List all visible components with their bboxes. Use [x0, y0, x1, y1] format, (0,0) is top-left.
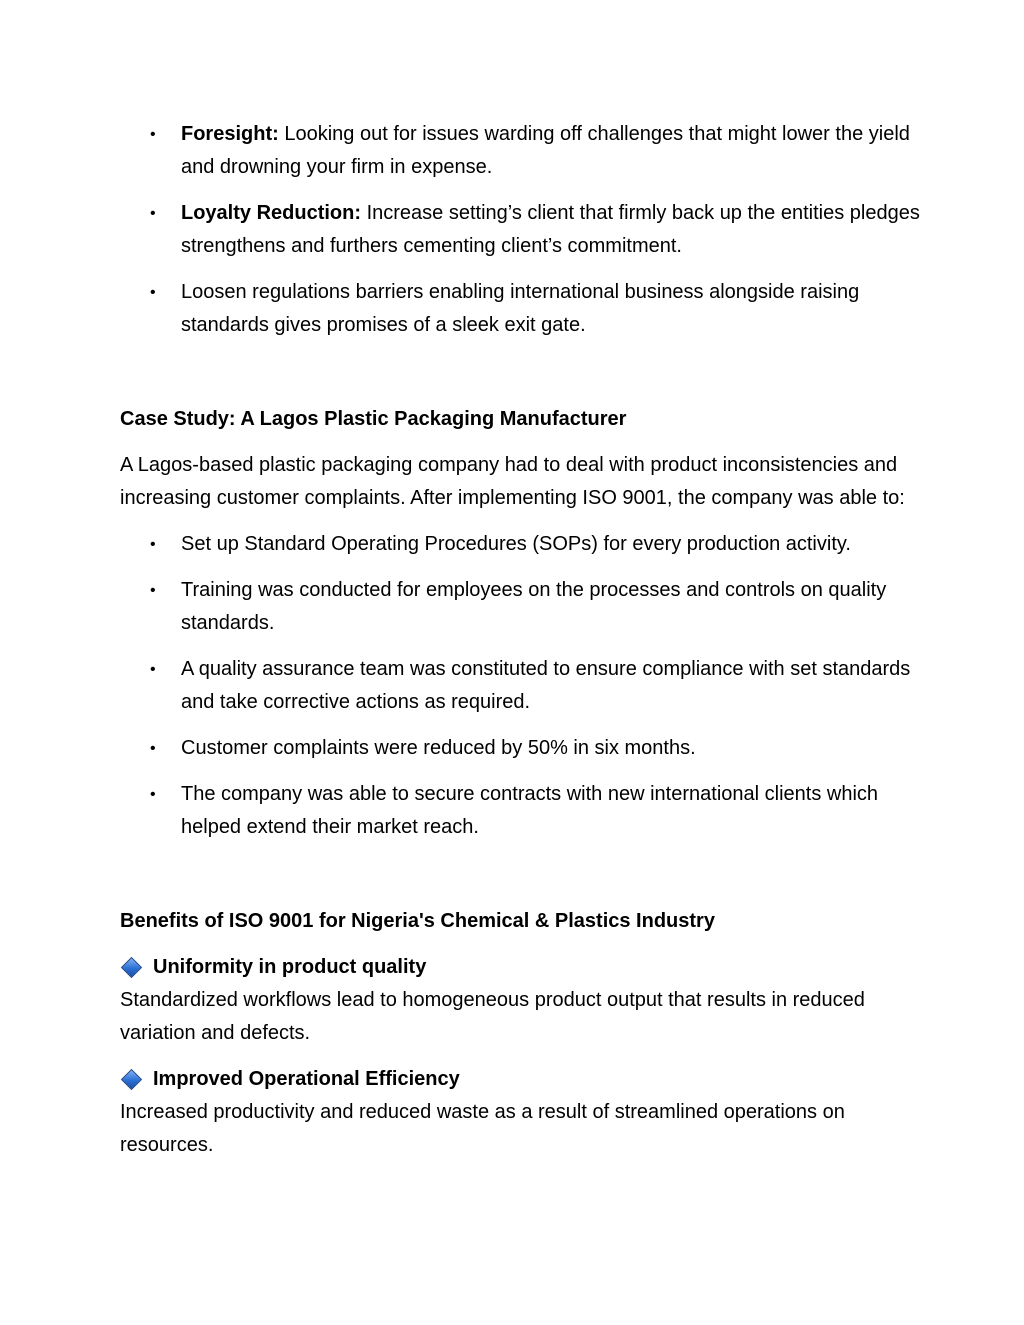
benefit-description: Increased productivity and reduced waste as a result of streamlined operations on resources.	[120, 1101, 845, 1156]
intro-bullet-list	[120, 118, 920, 342]
bullet-icon: •	[150, 661, 156, 678]
bullet-icon: •	[150, 126, 156, 143]
document-page	[120, 118, 920, 1175]
list-item-text: Loosen regulations barriers enabling international business alongside raising standards gives promises of a sleek exit gate.	[181, 281, 860, 336]
benefit-title: Improved Operational Efficiency	[153, 1068, 460, 1090]
case-study-list	[120, 528, 920, 844]
list-item-text: Customer complaints were reduced by 50% in six months.	[181, 737, 696, 759]
benefit-title-row	[120, 951, 920, 984]
blue-diamond-icon	[121, 1069, 142, 1090]
list-item-text: A quality assurance team was constituted to ensure compliance with set standards and take corrective actions as required.	[181, 658, 911, 713]
bullet-icon: •	[150, 786, 156, 803]
list-item	[120, 528, 920, 561]
list-item	[120, 276, 920, 342]
list-item	[120, 197, 920, 263]
list-item-text: Training was conducted for employees on the processes and controls on quality standards.	[181, 579, 887, 634]
benefit-description: Standardized workflows lead to homogeneous product output that results in reduced variation and defects.	[120, 989, 865, 1044]
bullet-icon: •	[150, 740, 156, 757]
list-item	[120, 653, 920, 719]
bullet-icon: •	[150, 536, 156, 553]
benefits-heading: Benefits of ISO 9001 for Nigeria's Chemical & Plastics Industry	[120, 910, 715, 932]
blue-diamond-icon	[121, 957, 142, 978]
list-item	[120, 778, 920, 844]
list-item	[120, 118, 920, 184]
benefit-item	[120, 951, 920, 1050]
list-item-text: Increase setting’s client that firmly back up the entities pledges strengthens and furthers cementing client’s commitment.	[181, 202, 920, 257]
benefit-title-row	[120, 1063, 920, 1096]
bullet-icon: •	[150, 582, 156, 599]
list-item-text: Looking out for issues warding off challenges that might lower the yield and drowning your firm in expense.	[181, 123, 910, 178]
list-item-label: Loyalty Reduction:	[181, 202, 362, 224]
list-item-label: Foresight:	[181, 123, 279, 145]
bullet-icon: •	[150, 205, 156, 222]
bullet-icon: •	[150, 284, 156, 301]
list-item-text: The company was able to secure contracts with new international clients which helped extend their market reach.	[181, 783, 879, 838]
benefit-item	[120, 1063, 920, 1162]
benefit-title: Uniformity in product quality	[153, 956, 427, 978]
list-item	[120, 732, 920, 765]
case-study-intro: A Lagos-based plastic packaging company had to deal with product inconsistencies and increasing customer complaints. After implementing ISO 9001, the company was able to:	[120, 454, 905, 509]
list-item-text: Set up Standard Operating Procedures (SOPs) for every production activity.	[181, 533, 851, 555]
case-study-heading: Case Study: A Lagos Plastic Packaging Manufacturer	[120, 408, 627, 430]
list-item	[120, 574, 920, 640]
